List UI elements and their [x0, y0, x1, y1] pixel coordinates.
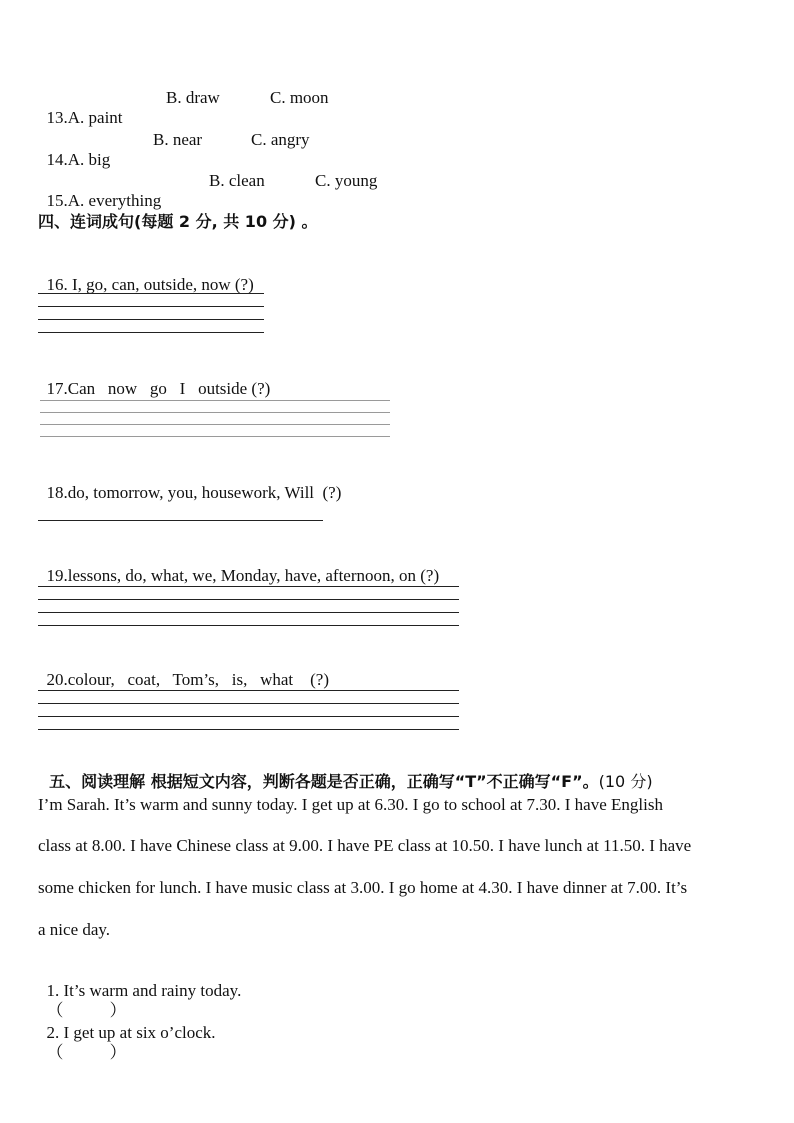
section-5-points: (10 分) — [598, 772, 653, 791]
section-4-heading: 四、连词成句(每题 2 分, 共 10 分) 。 — [38, 212, 318, 231]
passage-line-1: I’m Sarah. It’s warm and sunny today. I get up at 6.30. I go to school at 7.30. I have English — [38, 795, 663, 814]
option-c: C. young — [315, 171, 378, 190]
option-b: B. clean — [209, 171, 265, 190]
item-words: lessons, do, what, we, Monday, have, afternoon, on (?) — [67, 566, 440, 585]
passage-line-3: some chicken for lunch. I have music class at 3.00. I go home at 4.30. I have dinner at 7.00. It’s — [38, 878, 688, 897]
choice-item-13 — [38, 88, 123, 128]
answer-open-paren: （ — [46, 1043, 64, 1062]
sentence-item-19 — [38, 546, 439, 586]
option-c: C. angry — [251, 130, 310, 149]
item-number: 17. — [46, 379, 68, 398]
item-words: do, tomorrow, you, housework, Will (?) — [67, 483, 342, 502]
question-text: 2. I get up at six o’clock. — [46, 1023, 216, 1042]
answer-close-paren: ） — [109, 1043, 127, 1062]
section-5-heading — [38, 752, 653, 792]
choice-item-15 — [38, 171, 161, 211]
item-words: I, go, can, outside, now (?) — [67, 275, 254, 294]
item-number: 13. — [46, 108, 68, 127]
item-number: 16. — [46, 275, 68, 294]
item-number: 19. — [46, 566, 68, 585]
item-number: 15. — [46, 191, 68, 210]
sentence-item-16 — [38, 255, 254, 295]
item-number: 20. — [46, 670, 68, 689]
item-words: Can now go I outside (?) — [67, 379, 271, 398]
tf-question-2 — [38, 1003, 216, 1063]
section-5-heading-text: 五、阅读理解 根据短文内容，判断各题是否正确，正确写“T”不正确写“F”。 — [49, 772, 599, 791]
option-a: A. big — [67, 150, 111, 169]
passage-line-2: class at 8.00. I have Chinese class at 9.00. I have PE class at 10.50. I have lunch at 11.50. I have — [38, 836, 692, 855]
sentence-item-17 — [38, 359, 270, 399]
item-number: 14. — [46, 150, 68, 169]
option-b: B. draw — [166, 88, 220, 107]
item-number: 18. — [46, 483, 68, 502]
option-a: A. everything — [67, 191, 162, 210]
passage-line-4: a nice day. — [38, 920, 111, 939]
answer-close-paren: ） — [109, 1001, 127, 1020]
sentence-item-18 — [38, 463, 341, 503]
answer-open-paren: （ — [46, 1001, 64, 1020]
choice-item-14 — [38, 130, 110, 170]
sentence-item-20 — [38, 650, 329, 690]
item-words: colour, coat, Tom’s, is, what (?) — [67, 670, 330, 689]
option-b: B. near — [153, 130, 203, 149]
question-text: 1. It’s warm and rainy today. — [46, 981, 242, 1000]
option-a: A. paint — [67, 108, 123, 127]
option-c: C. moon — [270, 88, 329, 107]
